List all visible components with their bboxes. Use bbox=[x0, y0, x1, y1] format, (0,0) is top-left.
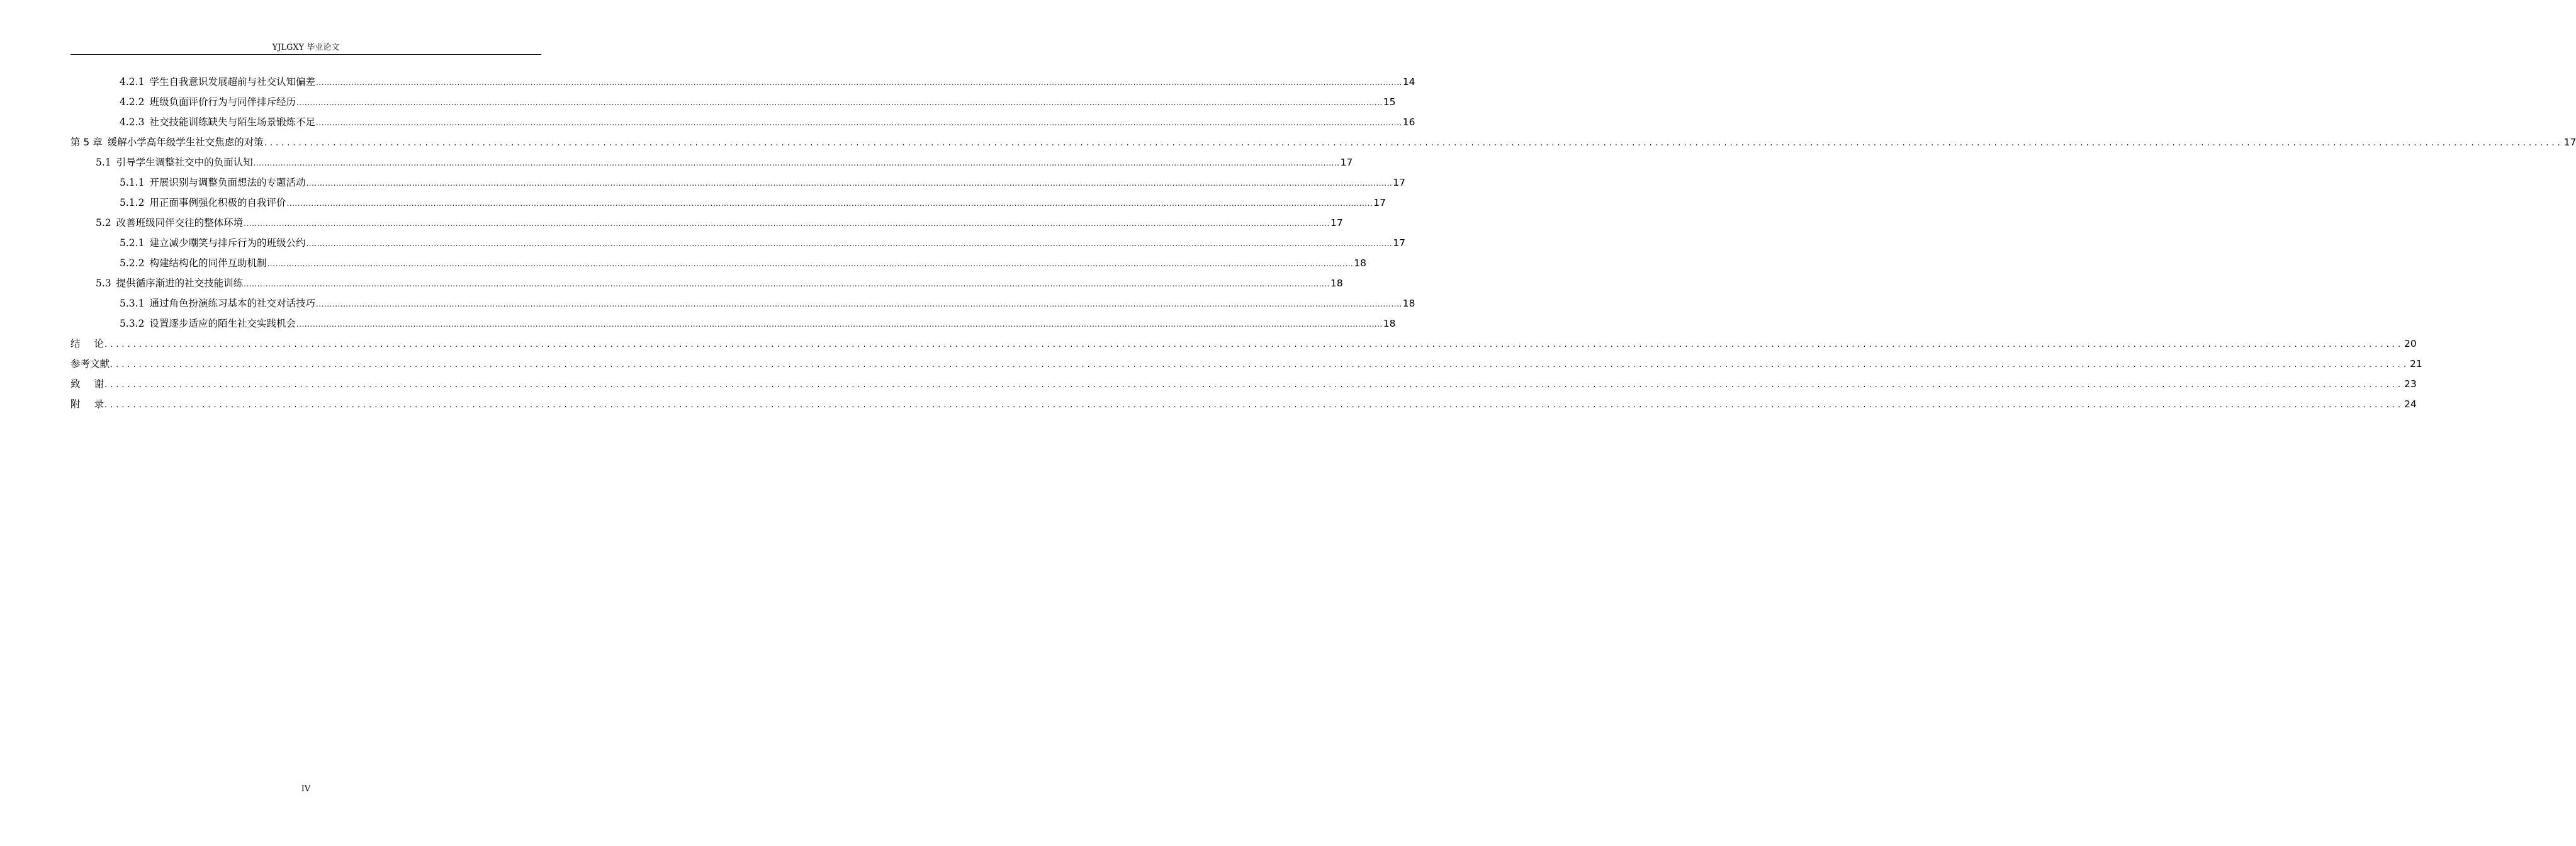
toc-entry-page: 17 bbox=[1393, 177, 1405, 188]
page-number: IV bbox=[301, 784, 311, 794]
toc-dot-leader: ................................................................................................................................................................................................................................................................................................................................................................................................................ bbox=[104, 400, 2404, 410]
toc-dot-leader: ................................................................................................................................................................................................................................................................................................................................................................................................................ bbox=[306, 239, 1393, 248]
toc-entry[interactable] bbox=[70, 193, 1386, 213]
toc-entry[interactable] bbox=[70, 313, 1396, 334]
toc-entry[interactable] bbox=[70, 253, 1366, 273]
toc-entry-title-last-char: 论 bbox=[94, 338, 104, 349]
toc-entry-number: 5.2.1 bbox=[120, 237, 145, 249]
toc-entry-page: 18 bbox=[1402, 298, 1415, 309]
toc-entry[interactable] bbox=[70, 334, 2417, 354]
toc-entry-number: 5.2.2 bbox=[120, 257, 145, 269]
toc-entry-title: 建立减少嘲笑与排斥行为的班级公约 bbox=[149, 237, 306, 249]
toc-entry[interactable] bbox=[70, 273, 1343, 293]
header-rule bbox=[70, 54, 541, 55]
toc-entry-page: 17 bbox=[1340, 157, 1353, 168]
toc-dot-leader: ................................................................................................................................................................................................................................................................................................................................................................................................................ bbox=[296, 320, 1383, 329]
toc-entry[interactable] bbox=[70, 394, 2417, 414]
toc-entry[interactable] bbox=[70, 354, 2422, 374]
toc-entry-title: 社交技能训练缺失与陌生场景锻炼不足 bbox=[149, 116, 315, 128]
toc-entry-title: 提供循序渐进的社交技能训练 bbox=[116, 278, 244, 289]
toc-dot-leader: ................................................................................................................................................................................................................................................................................................................................................................................................................ bbox=[306, 179, 1393, 188]
toc-entry-title: 结论 bbox=[70, 338, 104, 349]
toc-entry-page: 17 bbox=[1330, 217, 1343, 228]
toc-dot-leader: ................................................................................................................................................................................................................................................................................................................................................................................................................ bbox=[286, 199, 1373, 208]
toc-entry-page: 21 bbox=[2409, 358, 2422, 369]
toc-entry-number: 5.3 bbox=[96, 278, 111, 289]
toc-entry-number: 5.1.1 bbox=[120, 177, 145, 188]
toc-dot-leader: ................................................................................................................................................................................................................................................................................................................................................................................................................ bbox=[244, 219, 1330, 228]
toc-entry-title: 附录 bbox=[70, 398, 104, 410]
toc-dot-leader: ................................................................................................................................................................................................................................................................................................................................................................................................................ bbox=[253, 159, 1340, 167]
toc-entry-title: 用正面事例强化积极的自我评价 bbox=[149, 197, 286, 208]
toc-entry-page: 14 bbox=[1402, 76, 1415, 87]
toc-entry-page: 17 bbox=[1373, 197, 1386, 208]
toc-entry-title: 构建结构化的同伴互助机制 bbox=[149, 257, 267, 269]
toc-entry[interactable] bbox=[70, 172, 1405, 193]
toc-entry-number: 第 5 章 bbox=[70, 137, 103, 148]
toc-entry-page: 18 bbox=[1354, 257, 1366, 269]
page-header: YJLGXY 毕业论文 bbox=[272, 43, 340, 52]
toc-entry-title: 引导学生调整社交中的负面认知 bbox=[116, 157, 253, 168]
toc-entry-page: 15 bbox=[1383, 96, 1396, 108]
toc-entry-title: 致谢 bbox=[70, 378, 104, 390]
toc-entry[interactable] bbox=[70, 293, 1415, 313]
toc-dot-leader: ................................................................................................................................................................................................................................................................................................................................................................................................................ bbox=[296, 98, 1383, 107]
toc-entry[interactable] bbox=[70, 213, 1343, 233]
toc-entry-title: 学生自我意识发展超前与社交认知偏差 bbox=[149, 76, 315, 87]
toc-dot-leader: ................................................................................................................................................................................................................................................................................................................................................................................................................ bbox=[104, 340, 2404, 349]
toc-entry[interactable] bbox=[70, 112, 1415, 132]
toc-dot-leader: ................................................................................................................................................................................................................................................................................................................................................................................................................ bbox=[267, 259, 1354, 268]
toc-entry-title: 开展识别与调整负面想法的专题活动 bbox=[149, 177, 306, 188]
toc-entry-title-last-char: 谢 bbox=[94, 378, 104, 390]
toc-entry-number: 4.2.3 bbox=[120, 116, 145, 128]
toc-entry-number: 4.2.1 bbox=[120, 76, 145, 87]
toc-entry-number: 5.3.1 bbox=[120, 298, 145, 309]
toc-dot-leader: ................................................................................................................................................................................................................................................................................................................................................................................................................ bbox=[110, 360, 2409, 369]
toc-entry-page: 18 bbox=[1383, 318, 1396, 329]
toc-entry-page: 17 bbox=[2563, 137, 2576, 148]
toc-entry[interactable] bbox=[70, 72, 1415, 92]
toc-entry-title: 改善班级同伴交往的整体环境 bbox=[116, 217, 244, 228]
toc-entry-page: 20 bbox=[2404, 338, 2417, 349]
toc-entry-page: 18 bbox=[1330, 278, 1343, 289]
table-of-contents bbox=[70, 72, 2576, 414]
toc-entry-number: 5.3.2 bbox=[120, 318, 145, 329]
toc-dot-leader: ................................................................................................................................................................................................................................................................................................................................................................................................................ bbox=[264, 138, 2563, 148]
toc-dot-leader: ................................................................................................................................................................................................................................................................................................................................................................................................................ bbox=[315, 118, 1402, 127]
toc-entry-title: 设置逐步适应的陌生社交实践机会 bbox=[149, 318, 296, 329]
toc-dot-leader: ................................................................................................................................................................................................................................................................................................................................................................................................................ bbox=[104, 380, 2404, 390]
toc-entry-title: 参考文献 bbox=[70, 358, 110, 369]
toc-entry-page: 24 bbox=[2404, 398, 2417, 410]
toc-entry-title: 班级负面评价行为与同伴排斥经历 bbox=[149, 96, 296, 108]
toc-entry[interactable] bbox=[70, 233, 1405, 253]
toc-entry[interactable] bbox=[70, 152, 1353, 172]
toc-entry[interactable] bbox=[70, 132, 2576, 152]
toc-entry-page: 17 bbox=[1393, 237, 1405, 249]
toc-entry-page: 23 bbox=[2404, 378, 2417, 390]
toc-dot-leader: ................................................................................................................................................................................................................................................................................................................................................................................................................ bbox=[244, 279, 1330, 288]
toc-entry[interactable] bbox=[70, 92, 1396, 112]
toc-entry[interactable] bbox=[70, 374, 2417, 394]
toc-entry-number: 5.1 bbox=[96, 157, 111, 168]
toc-entry-title-last-char: 录 bbox=[94, 398, 104, 410]
toc-entry-number: 5.2 bbox=[96, 217, 111, 228]
toc-entry-number: 4.2.2 bbox=[120, 96, 145, 108]
toc-entry-title: 缓解小学高年级学生社交焦虑的对策 bbox=[107, 137, 264, 148]
toc-dot-leader: ................................................................................................................................................................................................................................................................................................................................................................................................................ bbox=[315, 300, 1402, 308]
toc-entry-page: 16 bbox=[1402, 116, 1415, 128]
toc-entry-title: 通过角色扮演练习基本的社交对话技巧 bbox=[149, 298, 315, 309]
toc-entry-number: 5.1.2 bbox=[120, 197, 145, 208]
toc-dot-leader: ................................................................................................................................................................................................................................................................................................................................................................................................................ bbox=[315, 78, 1402, 87]
